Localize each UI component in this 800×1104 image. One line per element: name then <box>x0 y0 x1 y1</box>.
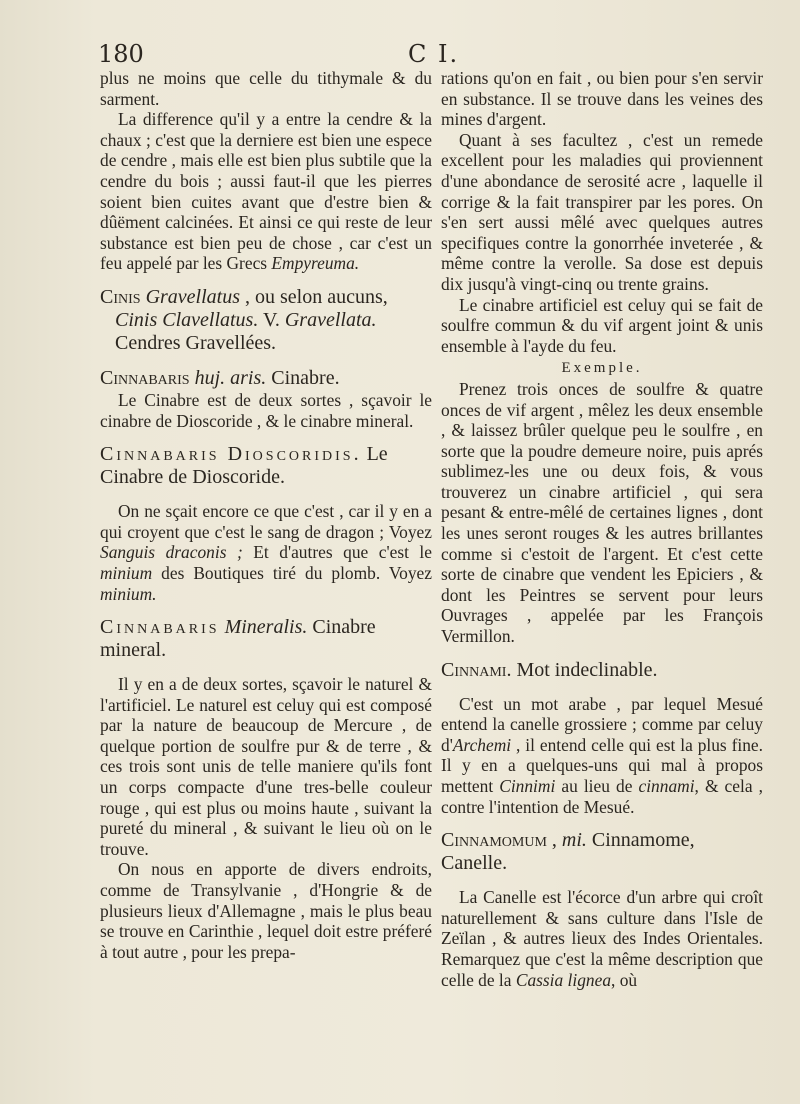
paragraph: On nous en apporte de divers endroits, comme de Transylvanie , d'Hongrie & de plusieurs lieux d'Allemagne , mais le plus beau se trouve en Carinthie , lequel doit estre préferé à tout autre , pour les prepa- <box>100 859 432 962</box>
paragraph: Le cinabre artificiel est celuy qui se fait de soulfre commun & du vif argent joint & unis ensemble à l'ayde du feu. <box>441 294 763 356</box>
running-head: C I. <box>408 40 460 68</box>
paragraph: Prenez trois onces de soulfre & quatre onces de vif argent , mêlez les deux ensemble , & laissez brûler quelque peu le soulfre , en sorte que la poudre demeure noire, puis aprés sublimez-les une ou deux fois, & vous trouverez un cinabre artificiel , qui sera pesant & entre-mêlé de certaines lignes , dont les unes seront rouges & les autres brillantes comme si c'estoit de l'argent. Et c'est cette sorte de cinabre que vendent les Epiciers , & dont les Peintres se servent pour leurs Ouvrages , appelée par les François Vermillon. <box>441 378 763 647</box>
entry-heading-cinnamomum: Cinnamomum , mi. Cinnamome, Canelle. <box>441 829 695 875</box>
paragraph: Quant à ses facultez , c'est un remede excellent pour les maladies qui proviennent d'une abondance de serosité acre , laquelle il corrige & la fait transpirer par les pores. On s'en sert aussi mêlé avec quelques autres specifiques contre la gonorrhée inveterée , & même contre la verolle. Sa dose est depuis dix jusqu'à vingt-cinq ou trente grains. <box>441 129 763 294</box>
page-number: 180 <box>98 40 144 68</box>
paragraph: plus ne moins que celle du tithymale & du sarment. <box>100 68 432 109</box>
right-column <box>441 68 763 990</box>
paragraph: Le Cinabre est de deux sortes , sçavoir le cinabre de Dioscoride , & le cinabre mineral. <box>100 389 432 431</box>
paragraph: rations qu'on en fait , ou bien pour s'en servir en substance. Il se trouve dans les veines des mines d'argent. <box>441 68 763 130</box>
left-column <box>100 68 432 962</box>
page-header <box>0 40 800 70</box>
entry-heading-cinnabaris: Cinnabaris huj. aris. Cinabre. <box>100 366 340 389</box>
entry-heading-mineralis: Cinnabaris Mineralis. Cinabre mineral. <box>100 616 376 662</box>
paragraph: Il y en a de deux sortes, sçavoir le naturel & l'artificiel. Le naturel est celuy qui est composé par la nature de beaucoup de Mercure , de quelque portion de soulfre pur & de terre , & ces trois sont unis de telle maniere qu'ils font un corps compacte d'une tres-belle couleur rouge , qui est plus ou moins haute , suivant la pureté du mineral , & suivant le lieu où on le trouve. <box>100 674 432 859</box>
paragraph: C'est un mot arabe , par lequel Mesué entend la canelle grossiere ; comme par celuy d'Archemi , il entend celle qui est la plus fine. Il y en a quelques-uns qui mal à propos mettent Cinnimi au lieu de cinnami, & cela , contre l'intention de Mesué. <box>441 693 763 817</box>
example-heading: Exemple. <box>561 360 643 377</box>
entry-heading-cinnami: Cinnami. Mot indeclinable. <box>441 658 658 681</box>
paragraph: On ne sçait encore ce que c'est , car il y en a qui croyent que c'est le sang de dragon ; Voyez Sanguis draconis ; Et d'autres que c'est le minium des Boutiques tiré du plomb. Voyez minium. <box>100 501 432 604</box>
paragraph: La difference qu'il y a entre la cendre & la chaux ; c'est que la derniere est bien une espece de cendre , mais elle est bien plus subtile que la cendre du bois ; aussi faut-il que les pierres soient bien cuites avant que d'estre bien & dûëment calcinées. Et ainsi ce qui reste de leur substance est bien peu de chose , car c'est un feu appelé par les Grecs Empyreuma. <box>100 109 432 274</box>
paragraph: La Canelle est l'écorce d'un arbre qui croît naturellement & sans culture dans l'Isle de Zeïlan , & autres lieux des Indes Orientales. Remarquez que c'est la même description que celle de la Cassia lignea, où <box>441 887 763 990</box>
entry-heading-dioscoridis: Cinnabaris Dioscoridis. Le Cinabre de Dioscoride. <box>100 443 388 489</box>
entry-heading-cinis: Cinis Gravellatus , ou selon aucuns, Cinis Clavellatus. V. Gravellata. Cendres Gravellées. <box>100 285 388 354</box>
